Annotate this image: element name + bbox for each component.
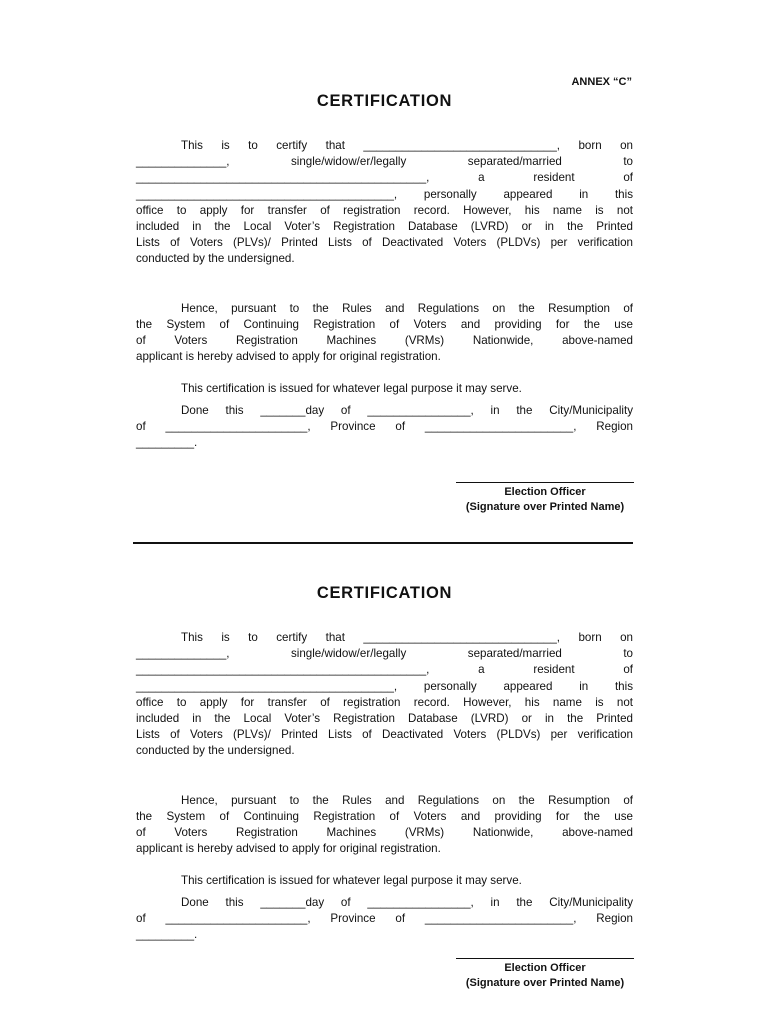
paragraph-line: office to apply for transfer of registration record. However, his name is not: [136, 203, 633, 217]
certification-title: CERTIFICATION: [316, 92, 453, 110]
paragraph-line: ______________, single/widow/er/legally separated/married to: [136, 647, 633, 661]
paragraph-line: This is to certify that ______________________________, born on: [181, 139, 633, 152]
paragraph-line: conducted by the undersigned.: [136, 252, 295, 266]
paragraph-line: Hence, pursuant to the Rules and Regulations on the Resumption of: [181, 301, 633, 315]
paragraph-line: the System of Continuing Registration of Voters and providing for the use: [136, 809, 633, 823]
paragraph-line: included in the Local Voter’s Registration Database (LVRD) or in the Printed: [136, 712, 633, 726]
paragraph-line: Done this _______day of ________________, in the City/Municipality: [181, 895, 633, 909]
signature-title: Election Officer: [504, 486, 586, 498]
signature-block-1: [456, 482, 634, 515]
signature-note: (Signature over Printed Name): [465, 977, 625, 989]
paragraph-line: applicant is hereby advised to apply for original registration.: [136, 350, 441, 364]
paragraph-line: of Voters Registration Machines (VRMs) Nationwide, above-named: [136, 826, 633, 840]
hence-paragraph: [136, 301, 633, 366]
signature-line: [456, 958, 634, 959]
paragraph-line: included in the Local Voter’s Registration Database (LVRD) or in the Printed: [136, 220, 633, 234]
paragraph-line: _____________________________________________, a resident of: [136, 171, 633, 185]
certify-paragraph: [136, 630, 633, 760]
paragraph-line: of Voters Registration Machines (VRMs) Nationwide, above-named: [136, 334, 633, 348]
paragraph-line: Hence, pursuant to the Rules and Regulations on the Resumption of: [181, 793, 633, 807]
purpose-paragraph: This certification is issued for whatever legal purpose it may serve.: [181, 874, 522, 888]
paragraph-line: ______________, single/widow/er/legally separated/married to: [136, 155, 633, 169]
paragraph-line: ________________________________________, personally appeared in this: [136, 187, 633, 201]
paragraph-line: of ______________________, Province of _______________________, Region: [136, 911, 633, 925]
paragraph-line: Lists of Voters (PLVs)/ Printed Lists of Deactivated Voters (PLDVs) per verification: [136, 728, 633, 742]
certification-block-1: [136, 90, 633, 451]
paragraph-line: Lists of Voters (PLVs)/ Printed Lists of Deactivated Voters (PLDVs) per verification: [136, 236, 633, 250]
signature-block-2: [456, 958, 634, 991]
done-paragraph: [136, 895, 633, 944]
paragraph-line: ________________________________________, personally appeared in this: [136, 679, 633, 693]
paragraph-line: _________.: [136, 436, 198, 450]
certification-title: CERTIFICATION: [316, 584, 453, 602]
paragraph-line: This is to certify that ______________________________, born on: [181, 631, 633, 644]
signature-title: Election Officer: [504, 962, 586, 974]
paragraph-line: _____________________________________________, a resident of: [136, 663, 633, 677]
done-paragraph: [136, 403, 633, 452]
purpose-paragraph: This certification is issued for whatever legal purpose it may serve.: [181, 382, 522, 396]
hence-paragraph: [136, 793, 633, 858]
paragraph-line: Done this _______day of ________________, in the City/Municipality: [181, 403, 633, 417]
paragraph-line: of ______________________, Province of _______________________, Region: [136, 419, 633, 433]
certification-block-2: [136, 582, 633, 943]
paragraph-line: office to apply for transfer of registration record. However, his name is not: [136, 695, 633, 709]
section-divider: [133, 542, 633, 544]
signature-line: [456, 482, 634, 483]
paragraph-line: applicant is hereby advised to apply for original registration.: [136, 842, 441, 856]
certify-paragraph: [136, 138, 633, 268]
paragraph-line: conducted by the undersigned.: [136, 744, 295, 758]
paragraph-line: the System of Continuing Registration of Voters and providing for the use: [136, 317, 633, 331]
annex-label: ANNEX “C”: [571, 76, 632, 88]
paragraph-line: _________.: [136, 928, 198, 942]
signature-note: (Signature over Printed Name): [465, 501, 625, 513]
